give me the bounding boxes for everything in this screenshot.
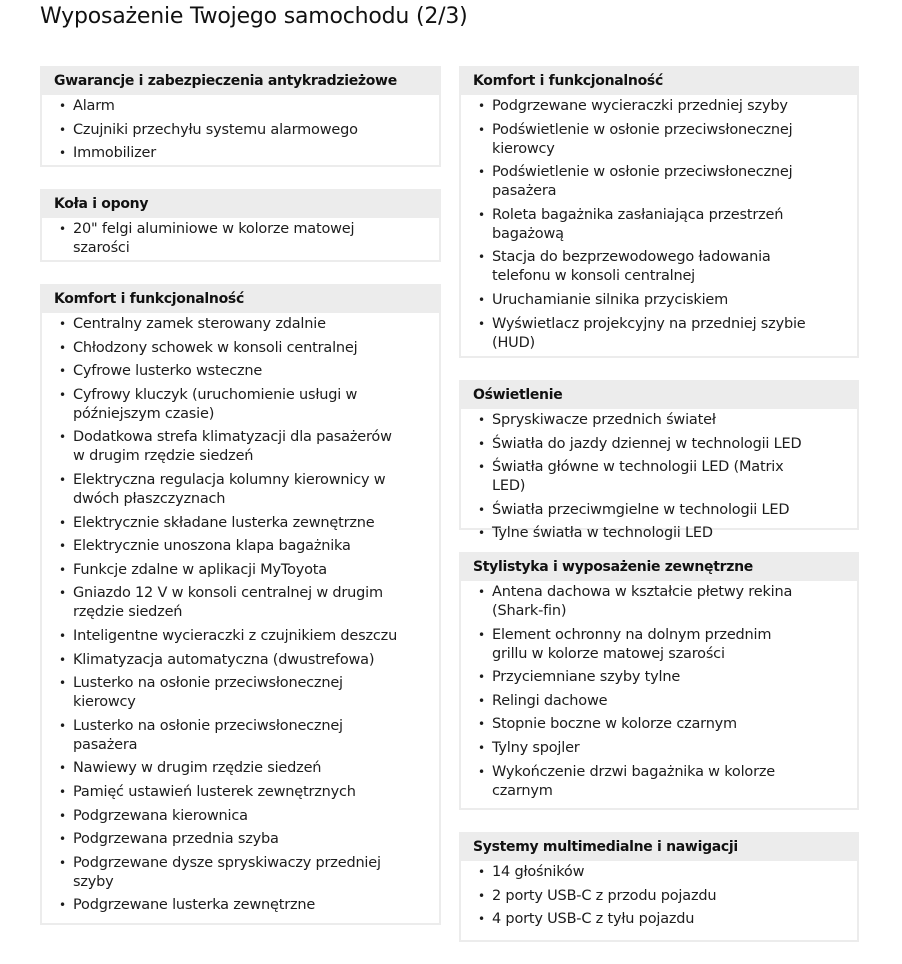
feature-item-label: 14 głośników: [492, 864, 585, 880]
feature-item-label: Podgrzewane dysze spryskiwaczy przedniej szyby: [73, 854, 381, 890]
feature-item: [58, 220, 431, 258]
feature-item-label: Relingi dachowe: [492, 692, 608, 709]
feature-item-label: 20" felgi aluminiowe w kolorze matowej szarości: [73, 221, 355, 256]
bullet-icon: •: [59, 340, 66, 355]
bullet-icon: •: [59, 317, 66, 331]
feature-item-label: Wyświetlacz projekcyjny na przedniej szybie (HUD): [492, 315, 806, 351]
bullet-icon: •: [478, 165, 485, 180]
bullet-icon: •: [478, 460, 485, 475]
bullet-icon: •: [478, 740, 485, 755]
feature-item: [477, 910, 849, 929]
right-column: [459, 66, 859, 964]
feature-item: [477, 163, 849, 201]
feature-item-label: Nawiewy w drugim rzędzie siedzeń: [73, 760, 322, 777]
feature-item: [477, 763, 849, 801]
feature-item: [477, 668, 849, 687]
bullet-icon: •: [59, 832, 66, 847]
bullet-icon: •: [59, 855, 66, 870]
feature-list: [461, 95, 857, 356]
bullet-icon: •: [59, 784, 66, 799]
feature-item: [58, 537, 431, 556]
feature-item: [477, 411, 849, 430]
bullet-icon: •: [59, 761, 66, 776]
feature-item-label: Światła przeciwmgielne w technologii LED: [492, 501, 790, 518]
feature-item-label: Elektrycznie unoszona klapa bagażnika: [73, 538, 351, 555]
feature-item-label: 2 porty USB-C z przodu pojazdu: [492, 887, 717, 904]
feature-list: [461, 409, 857, 546]
section-title: Gwarancje i zabezpieczenia antykradzieżowe: [42, 66, 439, 95]
feature-item: [477, 458, 849, 496]
bullet-icon: •: [478, 436, 485, 451]
bullet-icon: •: [478, 764, 485, 779]
feature-item-label: Lusterko na osłonie przeciwsłonecznej pasażera: [73, 717, 343, 753]
feature-item-label: Tylne światła w technologii LED: [492, 525, 713, 542]
feature-item: [58, 759, 431, 778]
section-comfort-continued: [459, 66, 859, 358]
feature-item: [58, 627, 431, 646]
bullet-icon: •: [59, 515, 66, 530]
bullet-icon: •: [59, 562, 66, 577]
bullet-icon: •: [59, 808, 66, 823]
feature-item-label: Chłodzony schowek w konsoli centralnej: [73, 339, 358, 356]
feature-item: [58, 144, 431, 163]
bullet-icon: •: [59, 387, 66, 402]
feature-item: [58, 339, 431, 358]
bullet-icon: •: [59, 364, 66, 379]
feature-item-label: Alarm: [73, 98, 115, 114]
feature-item-label: Dodatkowa strefa klimatyzacji dla pasażerów w drugim rzędzie siedzeń: [73, 429, 392, 465]
feature-item-label: Światła główne w technologii LED (Matrix LED): [492, 459, 784, 495]
section-wheels: [40, 189, 441, 262]
feature-item-label: Podświetlenie w osłonie przeciwsłonecznej kierowcy: [492, 121, 793, 157]
section-comfort: [40, 284, 441, 925]
bullet-icon: •: [59, 539, 66, 554]
section-lighting: [459, 380, 859, 542]
bullet-icon: •: [478, 122, 485, 137]
bullet-icon: •: [59, 676, 66, 691]
feature-item: [477, 692, 849, 711]
bullet-icon: •: [59, 628, 66, 643]
feature-item-label: Przyciemniane szyby tylne: [492, 669, 681, 686]
section-security: [40, 66, 441, 167]
feature-list: [461, 581, 857, 804]
bullet-icon: •: [59, 222, 66, 236]
feature-list: [42, 95, 439, 166]
feature-item-label: Elektrycznie składane lusterka zewnętrzne: [73, 514, 375, 531]
bullet-icon: •: [59, 472, 66, 487]
feature-item-label: Cyfrowy kluczyk (uruchomienie usługi w późniejszym czasie): [73, 386, 358, 422]
section-title: Systemy multimedialne i nawigacji: [461, 832, 857, 861]
feature-item: [58, 674, 431, 712]
feature-item: [58, 651, 431, 670]
bullet-icon: •: [478, 502, 485, 517]
feature-item: [58, 830, 431, 849]
feature-item-label: Centralny zamek sterowany zdalnie: [73, 316, 326, 332]
feature-list: [42, 313, 439, 918]
feature-item: [58, 471, 431, 509]
section-title: Komfort i funkcjonalność: [42, 284, 439, 313]
section-title: Komfort i funkcjonalność: [461, 66, 857, 95]
bullet-icon: •: [59, 146, 66, 161]
feature-item: [58, 584, 431, 622]
feature-item: [477, 863, 849, 882]
feature-item: [58, 561, 431, 580]
bullet-icon: •: [478, 693, 485, 708]
bullet-icon: •: [478, 526, 485, 541]
feature-item-label: Stopnie boczne w kolorze czarnym: [492, 716, 737, 733]
feature-item: [58, 783, 431, 802]
feature-item: [477, 435, 849, 454]
feature-item: [477, 739, 849, 758]
bullet-icon: •: [59, 122, 66, 137]
feature-item-label: Inteligentne wycieraczki z czujnikiem deszczu: [73, 627, 398, 644]
feature-item-label: Uruchamianie silnika przyciskiem: [492, 291, 729, 308]
feature-item-label: Gniazdo 12 V w konsoli centralnej w drugim rzędzie siedzeń: [73, 585, 383, 621]
bullet-icon: •: [478, 865, 485, 879]
feature-item-label: Funkcje zdalne w aplikacji MyToyota: [73, 561, 327, 578]
feature-item-label: Elektryczna regulacja kolumny kierownicy w dwóch płaszczyznach: [73, 471, 386, 507]
feature-item: [477, 315, 849, 353]
feature-item-label: Element ochronny na dolnym przednim grillu w kolorze matowej szarości: [492, 626, 772, 662]
bullet-icon: •: [478, 670, 485, 685]
feature-list: [42, 218, 439, 261]
section-title: Stylistyka i wyposażenie zewnętrzne: [461, 552, 857, 581]
feature-item: [58, 362, 431, 381]
page-title: Wyposażenie Twojego samochodu (2/3): [40, 4, 468, 29]
bullet-icon: •: [478, 207, 485, 222]
bullet-icon: •: [478, 717, 485, 732]
feature-item-label: Podgrzewana przednia szyba: [73, 831, 279, 848]
section-styling: [459, 552, 859, 810]
feature-item: [477, 97, 849, 116]
bullet-icon: •: [59, 430, 66, 445]
bullet-icon: •: [478, 912, 485, 927]
feature-item: [58, 315, 431, 334]
feature-item-label: Cyfrowe lusterko wsteczne: [73, 363, 263, 380]
feature-item-label: Wykończenie drzwi bagażnika w kolorze czarnym: [492, 763, 775, 799]
feature-item-label: Czujniki przechyłu systemu alarmowego: [73, 121, 358, 138]
section-title: Koła i opony: [42, 189, 439, 218]
feature-item: [58, 807, 431, 826]
feature-item: [477, 501, 849, 520]
feature-item-label: Pamięć ustawień lusterek zewnętrznych: [73, 783, 356, 800]
feature-item: [477, 715, 849, 734]
bullet-icon: •: [59, 586, 66, 601]
feature-item-label: Antena dachowa w kształcie płetwy rekina (Shark-fin): [492, 584, 793, 619]
feature-item: [477, 583, 849, 621]
feature-item-label: Podświetlenie w osłonie przeciwsłonecznej pasażera: [492, 164, 793, 200]
bullet-icon: •: [59, 898, 66, 913]
bullet-icon: •: [59, 718, 66, 733]
feature-item: [477, 206, 849, 244]
feature-item: [477, 887, 849, 906]
feature-item: [58, 896, 431, 915]
feature-list: [461, 861, 857, 932]
bullet-icon: •: [478, 250, 485, 265]
section-title: Oświetlenie: [461, 380, 857, 409]
feature-item-label: Stacja do bezprzewodowego ładowania telefonu w konsoli centralnej: [492, 249, 771, 285]
feature-item: [58, 121, 431, 140]
feature-item: [477, 626, 849, 664]
bullet-icon: •: [478, 413, 485, 427]
bullet-icon: •: [478, 316, 485, 331]
feature-item-label: Podgrzewane lusterka zewnętrzne: [73, 897, 316, 914]
bullet-icon: •: [478, 292, 485, 307]
feature-item: [58, 514, 431, 533]
bullet-icon: •: [478, 627, 485, 642]
feature-item-label: Tylny spojler: [492, 739, 580, 756]
feature-item-label: Lusterko na osłonie przeciwsłonecznej kierowcy: [73, 675, 343, 711]
bullet-icon: •: [478, 585, 485, 599]
feature-item-label: Podgrzewana kierownica: [73, 807, 248, 824]
feature-item-label: 4 porty USB-C z tyłu pojazdu: [492, 911, 695, 928]
bullet-icon: •: [478, 888, 485, 903]
left-column: [40, 66, 441, 947]
feature-item: [58, 386, 431, 424]
feature-item: [58, 717, 431, 755]
feature-item: [58, 854, 431, 892]
feature-item: [477, 121, 849, 159]
feature-item-label: Klimatyzacja automatyczna (dwustrefowa): [73, 651, 375, 668]
feature-item: [58, 97, 431, 116]
feature-item-label: Podgrzewane wycieraczki przedniej szyby: [492, 98, 788, 114]
bullet-icon: •: [59, 652, 66, 667]
feature-item: [477, 291, 849, 310]
section-multimedia: [459, 832, 859, 942]
feature-item-label: Światła do jazdy dziennej w technologii LED: [492, 435, 802, 452]
feature-item-label: Immobilizer: [73, 145, 156, 162]
feature-item-label: Spryskiwacze przednich świateł: [492, 412, 716, 428]
bullet-icon: •: [478, 99, 485, 113]
bullet-icon: •: [59, 99, 66, 113]
feature-item: [58, 428, 431, 466]
feature-item-label: Roleta bagażnika zasłaniająca przestrzeń bagażową: [492, 206, 784, 242]
feature-item: [477, 248, 849, 286]
feature-item: [477, 524, 849, 543]
